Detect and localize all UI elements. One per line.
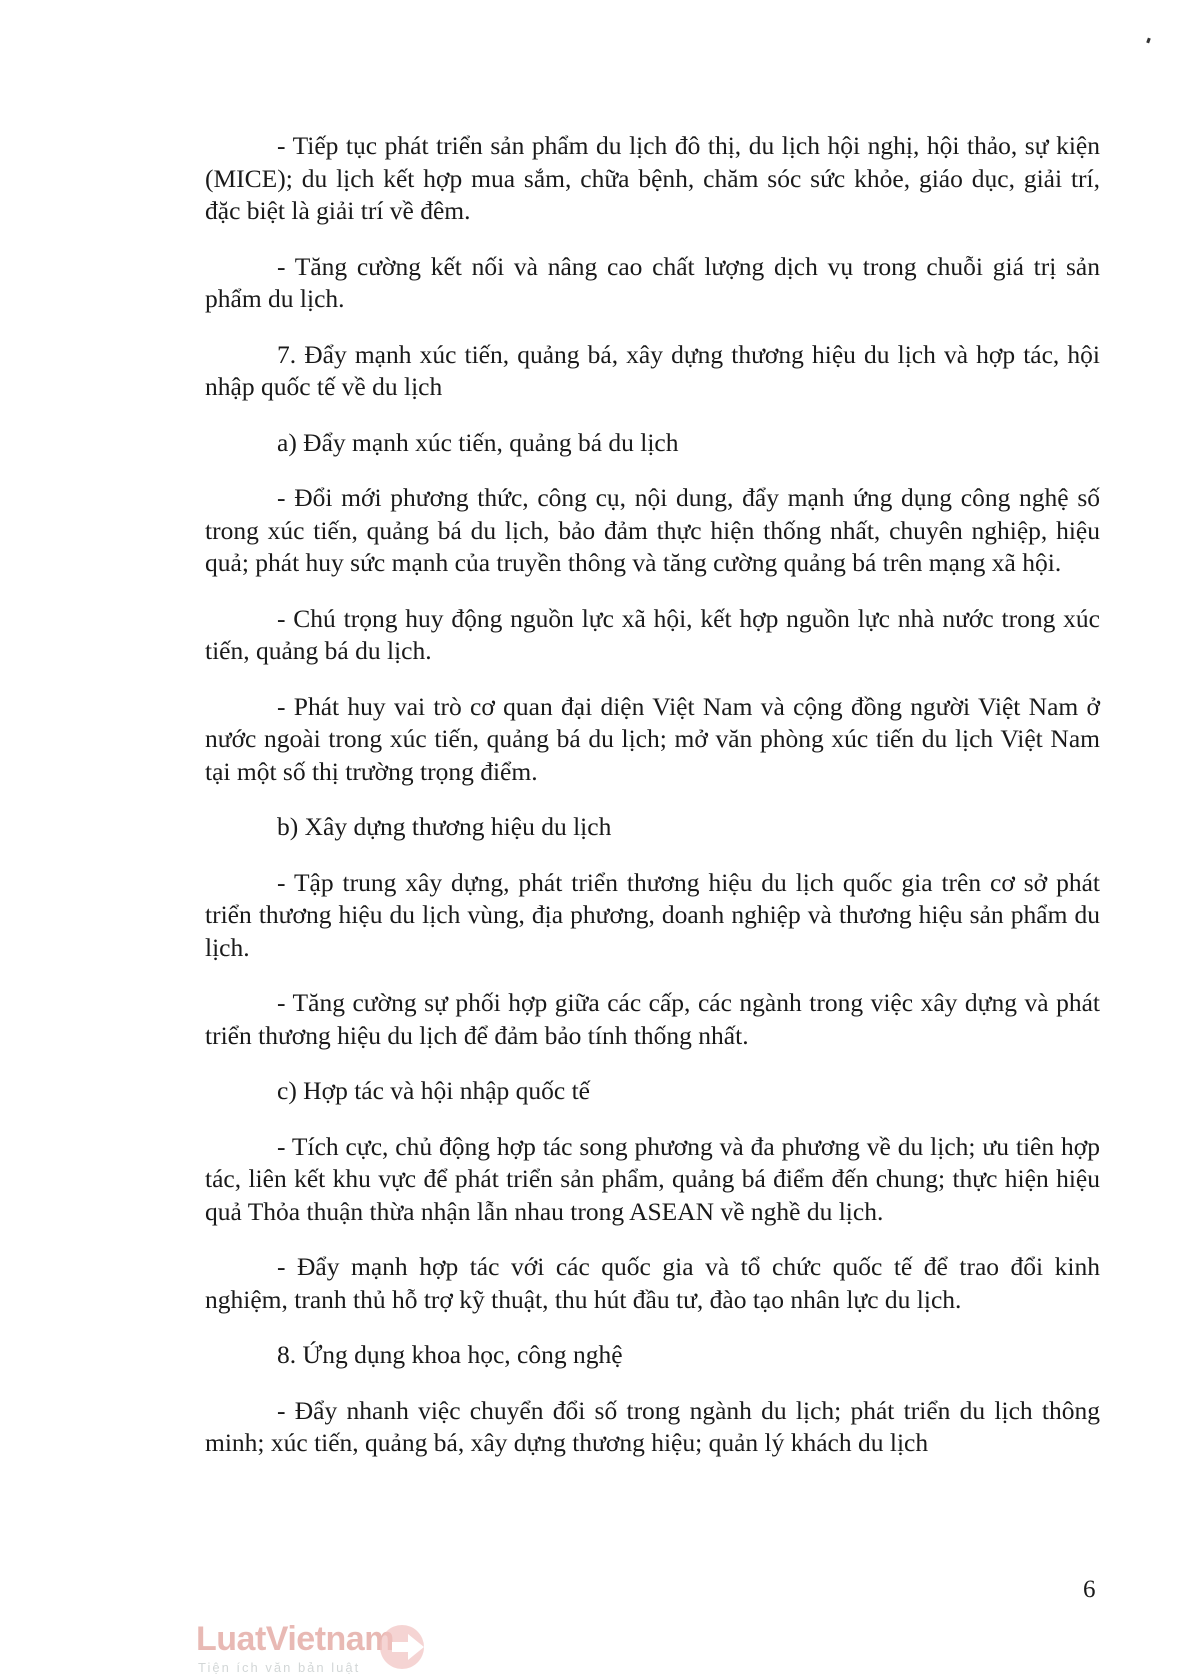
section-heading-7: 7. Đẩy mạnh xúc tiến, quảng bá, xây dựng thương hiệu du lịch và hợp tác, hội nhập quốc tế về du lịch — [205, 339, 1100, 401]
paragraph-value-chain: - Tăng cường kết nối và nâng cao chất lượng dịch vụ trong chuỗi giá trị sản phẩm du lịch. — [205, 251, 1100, 313]
document-body — [205, 130, 1100, 1483]
paragraph-social-resources: - Chú trọng huy động nguồn lực xã hội, kết hợp nguồn lực nhà nước trong xúc tiến, quảng bá du lịch. — [205, 603, 1100, 665]
page-number: 6 — [1083, 1576, 1096, 1603]
paragraph-overseas-representation: - Phát huy vai trò cơ quan đại diện Việt Nam và cộng đồng người Việt Nam ở nước ngoài trong xúc tiến, quảng bá du lịch; mở văn phòng xúc tiến du lịch Việt Nam tại một số thị trường trọng điểm. — [205, 691, 1100, 786]
arrow-logo-icon — [374, 1622, 436, 1672]
watermark-brand: LuatVietnam — [196, 1620, 394, 1658]
paragraph-mice-products: - Tiếp tục phát triển sản phẩm du lịch đô thị, du lịch hội nghị, hội thảo, sự kiện (MICE); du lịch kết hợp mua sắm, chữa bệnh, chăm sóc sức khỏe, giáo dục, giải trí, đặc biệt là giải trí về đêm. — [205, 131, 1100, 225]
paragraph-brand-coordination: - Tăng cường sự phối hợp giữa các cấp, các ngành trong việc xây dựng và phát triển thương hiệu du lịch để đảm bảo tính thống nhất. — [205, 988, 1100, 1050]
paragraph-bilateral-cooperation: - Tích cực, chủ động hợp tác song phương và đa phương về du lịch; ưu tiên hợp tác, liên kết khu vực để phát triển sản phẩm, quảng bá điểm đến chung; thực hiện hiệu quả Thỏa thuận thừa nhận lẫn nhau trong ASEAN về nghề du lịch. — [205, 1131, 1100, 1226]
paragraph-digital-promotion: - Đổi mới phương thức, công cụ, nội dung, đẩy mạnh ứng dụng công nghệ số trong xúc tiến, quảng bá du lịch, bảo đảm thực hiện thống nhất, chuyên nghiệp, hiệu quả; phát huy sức mạnh của truyền thông và tăng cường quảng bá trên mạng xã hội. — [205, 483, 1100, 577]
luatvietnam-watermark — [196, 1620, 456, 1680]
subheading-b: b) Xây dựng thương hiệu du lịch — [277, 812, 612, 841]
watermark-tagline: Tiện ích văn bản luật — [198, 1660, 361, 1675]
paragraph-international-cooperation: - Đẩy mạnh hợp tác với các quốc gia và tổ chức quốc tế để trao đổi kinh nghiệm, tranh thủ hỗ trợ kỹ thuật, thu hút đầu tư, đào tạo nhân lực du lịch. — [205, 1252, 1100, 1314]
paragraph-digital-transformation: - Đẩy nhanh việc chuyển đổi số trong ngành du lịch; phát triển du lịch thông minh; xúc tiến, quảng bá, xây dựng thương hiệu; quản lý khách du lịch — [205, 1395, 1100, 1457]
section-heading-8: 8. Ứng dụng khoa học, công nghệ — [277, 1340, 623, 1369]
paragraph-national-brand: - Tập trung xây dựng, phát triển thương hiệu du lịch quốc gia trên cơ sở phát triển thương hiệu du lịch vùng, địa phương, doanh nghiệp và thương hiệu sản phẩm du lịch. — [205, 867, 1100, 962]
scan-speck — [1146, 38, 1151, 44]
subheading-a: a) Đẩy mạnh xúc tiến, quảng bá du lịch — [277, 427, 679, 457]
subheading-c: c) Hợp tác và hội nhập quốc tế — [277, 1076, 590, 1105]
